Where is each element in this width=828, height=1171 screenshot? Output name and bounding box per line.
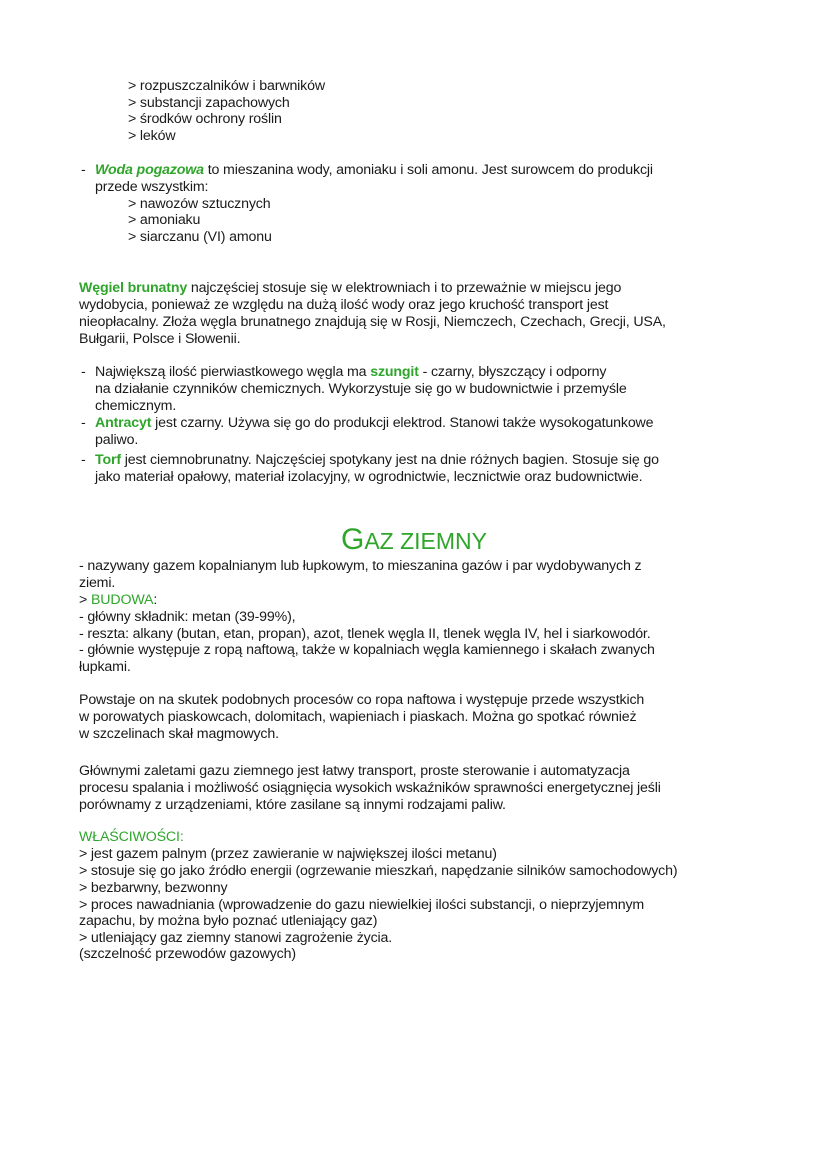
text: najczęściej stosuje się w elektrowniach i to przeważnie w miejscu jego [187,280,622,296]
list-item: (szczelność przewodów gazowych) [79,946,296,962]
paragraph-line: nieopłacalny. Złoża węgla brunatnego znajdują się w Rosji, Niemczech, Czechach, Grecji, USA, [79,314,666,330]
text: - czarny, błyszczący i odporny [418,364,607,380]
list-item: > bezbarwny, bezwonny [79,880,228,896]
title-rest: AZ ZIEMNY [364,528,487,554]
bullet-dash: - [81,162,86,178]
list-item: > proces nawadniania (wprowadzenie do gazu niewielkiej ilości substancji, o nieprzyjemnym [79,897,645,913]
term-highlight: Antracyt [95,415,152,431]
paragraph-line: w porowatych piaskowcach, dolomitach, wapieniach i piaskach. Można go spotkać również [79,709,637,725]
paragraph-line: jako materiał opałowy, materiał izolacyjny, w ogrodnictwie, lecznictwie oraz budownictwie. [95,469,643,485]
list-item: > utleniający gaz ziemny stanowi zagrożenie życia. [79,930,393,946]
paragraph-line: paliwo. [95,432,139,448]
list-item: > rozpuszczalników i barwników [128,78,325,94]
paragraph-line: chemicznym. [95,398,177,414]
title-initial: G [340,523,365,556]
paragraph-line [95,364,606,381]
list-item: łupkami. [79,659,131,675]
paragraph-line [95,452,659,469]
paragraph-line [79,280,621,297]
section-title [0,522,828,559]
list-item: zapachu, by można było poznać utleniający gaz) [79,913,378,929]
paragraph-line: procesu spalania i możliwość osiągnięcia wysokich wskaźników sprawności energetycznej jeśli [79,780,661,796]
list-item: > stosuje się go jako źródło energii (ogrzewanie mieszkań, napędzanie silników samochodowych) [79,863,678,879]
text: : [153,592,158,608]
wlasciwosci-heading: WŁAŚCIWOŚCI: [79,829,184,845]
paragraph-line: Głównymi zaletami gazu ziemnego jest łatwy transport, proste sterowanie i automatyzacja [79,763,630,779]
paragraph-line: - nazywany gazem kopalnianym lub łupkowym, to mieszanina gazów i par wydobywanych z [79,558,642,574]
paragraph-line: w szczelinach skał magmowych. [79,726,279,742]
term-highlight: szungit [370,364,419,380]
list-item: - główny składnik: metan (39-99%), [79,609,296,625]
list-item: > jest gazem palnym (przez zawieranie w największej ilości metanu) [79,846,497,862]
term-highlight: Woda pogazowa [95,162,204,178]
text: to mieszanina wody, amoniaku i soli amonu. Jest surowcem do produkcji [203,162,653,178]
paragraph-line [95,415,653,432]
list-item: > środków ochrony roślin [128,111,282,127]
budowa-heading [79,592,157,609]
bullet-dash: - [81,415,86,431]
list-item: > leków [128,128,176,144]
bullet-dash: - [81,452,86,468]
list-item: > amoniaku [128,212,201,228]
paragraph-line: porównamy z urządzeniami, które zasilane są innymi rodzajami paliw. [79,797,506,813]
term-highlight: Węgiel brunatny [79,280,188,296]
text: > [79,592,91,608]
paragraph-line: ziemi. [79,575,116,591]
paragraph-line: przede wszystkim: [95,179,209,195]
paragraph-line: Bułgarii, Polsce i Słowenii. [79,331,241,347]
bullet-dash: - [81,364,86,380]
paragraph-line [95,162,653,179]
paragraph-line: wydobycia, ponieważ ze względu na dużą ilość wody oraz jego kruchość transport jest [79,297,609,313]
list-item: > nawozów sztucznych [128,196,271,212]
paragraph-line: na działanie czynników chemicznych. Wykorzystuje się go w budownictwie i przemyśle [95,381,627,397]
list-item: > siarczanu (VI) amonu [128,229,272,245]
term-highlight: Torf [95,452,121,468]
text: jest czarny. Używa się go do produkcji elektrod. Stanowi także wysokogatunkowe [151,415,654,431]
label-highlight: BUDOWA [90,592,154,608]
list-item: - głównie występuje z ropą naftową, także w kopalniach węgla kamiennego i skałach zwanych [79,642,655,658]
paragraph-line: Powstaje on na skutek podobnych procesów co ropa naftowa i występuje przede wszystkich [79,692,645,708]
text: Największą ilość pierwiastkowego węgla ma [95,364,371,380]
list-item: - reszta: alkany (butan, etan, propan), azot, tlenek węgla II, tlenek węgla IV, hel i siarkowodór. [79,626,651,642]
text: jest ciemnobrunatny. Najczęściej spotykany jest na dnie różnych bagien. Stosuje się go [120,452,659,468]
list-item: > substancji zapachowych [128,95,290,111]
